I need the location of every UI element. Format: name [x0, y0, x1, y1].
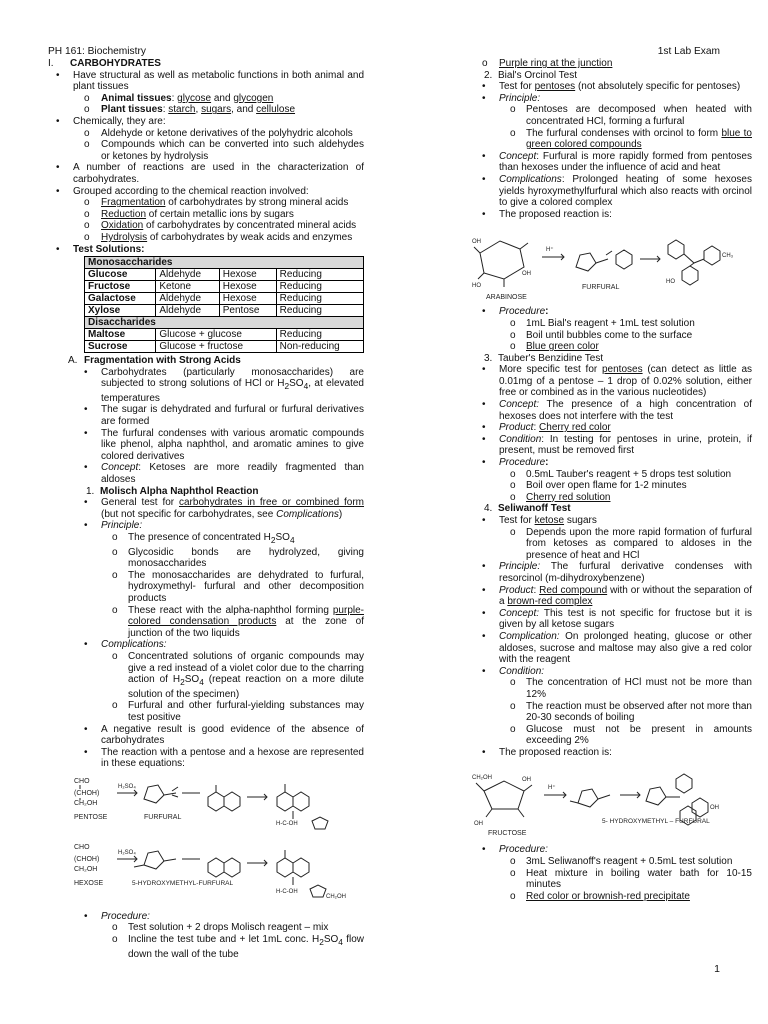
list-marker: o — [510, 723, 516, 735]
list-marker: o — [510, 856, 516, 868]
list-marker: o — [510, 677, 516, 689]
line-text: Procedure: — [499, 457, 549, 469]
list-marker: o — [112, 569, 118, 581]
list-marker: o — [112, 700, 118, 712]
line-text: Furfural and other furfural-yielding substances may test positive — [128, 700, 364, 723]
table-cell: Hexose — [219, 281, 276, 293]
text-line — [446, 81, 752, 93]
line-text: Test solution + 2 drops Molisch reagent – mix — [128, 922, 329, 934]
list-marker: o — [84, 197, 90, 209]
text-line — [446, 318, 752, 330]
text-line — [48, 911, 364, 923]
left-section-1 — [48, 58, 364, 255]
list-marker: • — [84, 746, 88, 758]
text-line — [48, 197, 364, 209]
text-line — [48, 116, 364, 128]
line-text: Cherry red solution — [526, 491, 611, 503]
text-line — [48, 428, 364, 463]
list-marker: 3. — [484, 352, 493, 364]
line-text: Plant tissues: starch, sugars, and cellulose — [101, 104, 296, 116]
text-line — [48, 747, 364, 770]
line-text: Test for ketose sugars — [499, 515, 597, 526]
text-line — [446, 209, 752, 221]
label-furfural: FURFURAL — [144, 813, 182, 821]
line-text: The proposed reaction is: — [499, 746, 612, 758]
svg-text:OH: OH — [710, 805, 719, 812]
table-row — [85, 329, 364, 341]
text-line — [48, 934, 364, 960]
text-line — [48, 520, 364, 532]
list-marker: o — [510, 491, 516, 503]
svg-text:H⁺: H⁺ — [548, 785, 556, 792]
text-line — [446, 93, 752, 105]
label-hmf-2: 5- HYDROXYMETHYL – FURFURAL — [602, 818, 710, 826]
text-line — [446, 422, 752, 434]
table-row — [85, 281, 364, 293]
text-line — [446, 868, 752, 891]
text-line — [48, 497, 364, 520]
line-text: Principle: — [499, 92, 541, 104]
left-section-2 — [48, 355, 364, 770]
line-text: Seliwanoff Test — [498, 503, 571, 515]
text-line — [48, 651, 364, 700]
list-marker: A. — [68, 355, 78, 367]
line-text: A number of reactions are used in the characterization of carbohydrates. — [73, 162, 364, 185]
text-line — [48, 186, 364, 198]
line-text: Grouped according to the chemical reaction involved: — [73, 185, 309, 197]
list-marker: • — [482, 561, 486, 573]
table-cell: Aldehyde — [156, 293, 219, 305]
line-text: Fragmentation with Strong Acids — [84, 355, 241, 367]
list-marker: • — [84, 497, 88, 509]
list-marker: • — [84, 723, 88, 735]
line-text: Principle: The furfural derivative condenses with resorcinol (m-dihydroxybenzene) — [499, 561, 752, 584]
svg-text:HO: HO — [472, 283, 481, 290]
text-line — [48, 404, 364, 427]
text-line — [446, 515, 752, 527]
list-marker: • — [56, 185, 60, 197]
list-marker: • — [482, 306, 486, 318]
text-line — [48, 139, 364, 162]
line-text: Tauber's Benzidine Test — [498, 352, 604, 364]
line-text: The monosaccharides are dehydrated to furfural, hydroxymethyl- furfural and other decomposition products — [128, 569, 364, 604]
list-marker: o — [510, 127, 516, 139]
svg-text:OH: OH — [522, 777, 531, 784]
line-text: Procedure: — [101, 910, 150, 922]
right-section-3 — [446, 844, 752, 902]
table-cell: Pentose — [219, 305, 276, 317]
label-hmf: 5-HYDROXYMETHYL-FURFURAL — [132, 879, 234, 887]
text-line — [446, 457, 752, 469]
text-line — [446, 677, 752, 700]
table-cell: Hexose — [219, 293, 276, 305]
text-line — [48, 232, 364, 244]
line-text: Incline the test tube and + let 1mL conc. $H_2SO_4$ flow down the wall of the tube — [128, 934, 365, 960]
svg-text:H-C-OH: H-C-OH — [276, 820, 298, 827]
svg-text:CHO: CHO — [74, 843, 90, 851]
text-line — [446, 364, 752, 399]
text-line — [446, 58, 752, 70]
text-line — [446, 856, 752, 868]
label-pentose: PENTOSE — [74, 813, 108, 821]
list-marker: o — [482, 58, 488, 69]
list-marker: • — [482, 457, 486, 469]
line-text: The presence of concentrated $H_2SO_4$ — [128, 532, 295, 545]
line-text: Test for pentoses (not absolutely specific for pentoses) — [499, 81, 741, 93]
list-marker: o — [510, 104, 516, 116]
molisch-reaction-figure — [72, 773, 346, 908]
line-text: Heat mixture in boiling water bath for 10-15 minutes — [526, 867, 752, 891]
table-cell: Ketone — [156, 281, 219, 293]
text-line — [446, 174, 752, 209]
table-row — [85, 305, 364, 317]
text-line — [446, 844, 752, 856]
list-marker: • — [482, 173, 486, 185]
text-line — [48, 547, 364, 570]
line-text: Complications: — [101, 639, 167, 651]
list-marker: o — [510, 700, 516, 712]
label-fructose: FRUCTOSE — [488, 830, 527, 838]
line-text: Test Solutions: — [73, 243, 145, 255]
line-text: 1mL Bial's reagent + 1mL test solution — [526, 317, 695, 329]
line-text: CARBOHYDRATES — [70, 58, 161, 69]
text-line — [446, 724, 752, 747]
line-text: Carbohydrates (particularly monosaccharides) are subjected to strong solutions of HCl or $H_2SO_4$, at elevated temperatures — [101, 366, 364, 404]
table-cell: Aldehyde — [156, 269, 219, 281]
line-text: Concept: Furfural is more rapidly formed from pentoses than hexoses under the influence of acid and heat — [499, 150, 752, 174]
table-cell: Reducing — [276, 305, 363, 317]
line-text: Procedure: — [499, 844, 548, 856]
table-row — [85, 293, 364, 305]
table-cell: Xylose — [85, 305, 156, 317]
text-line — [48, 93, 364, 105]
list-marker: o — [510, 867, 516, 879]
list-marker: • — [482, 399, 486, 411]
svg-text:CH₂OH: CH₂OH — [74, 865, 98, 873]
svg-text:H⁺: H⁺ — [546, 247, 554, 254]
text-line — [48, 104, 364, 116]
list-marker: o — [84, 127, 90, 139]
line-text: Hydrolysis of carbohydrates by weak acids and enzymes — [101, 231, 353, 243]
left-section-3 — [48, 911, 364, 960]
text-line — [48, 367, 364, 405]
line-text: Molisch Alpha Naphthol Reaction — [100, 485, 259, 497]
table-row — [85, 341, 364, 353]
header-course: PH 161: Biochemistry — [48, 46, 146, 57]
list-marker: • — [482, 208, 486, 220]
list-marker: • — [482, 422, 486, 434]
list-marker: • — [482, 81, 486, 93]
text-line — [48, 462, 364, 485]
line-text: The concentration of HCl must not be more than 12% — [526, 677, 752, 700]
right-section-2 — [446, 306, 752, 758]
line-text: Complications: Prolonged heating of some hexoses yields hyroxymethylfurfural which also reacts with orcinol to give a colored complex — [499, 173, 752, 209]
line-text: General test for carbohydrates in free or combined form (but not specific for carbohydrates, see Complications) — [101, 497, 365, 520]
table-cell: Reducing — [276, 329, 363, 341]
svg-text:OH: OH — [522, 271, 531, 278]
page-number: 1 — [714, 963, 720, 975]
line-text: Product: Red compound with or without the separation of a brown-red complex — [499, 584, 752, 608]
list-marker: o — [112, 650, 118, 662]
line-text: These react with the alpha-naphthol forming purple-colored condensation products at the zone of junction of the two liquids — [128, 604, 364, 639]
list-marker: I. — [48, 58, 54, 69]
label-hexose: HEXOSE — [74, 879, 104, 887]
text-line — [446, 353, 752, 365]
line-text: Procedure: — [499, 306, 549, 318]
list-marker: • — [84, 366, 88, 378]
text-line — [446, 631, 752, 666]
line-text: Concentrated solutions of organic compounds may give a red instead of a violet color due to the charring action of $H_2SO_4$ (repeat reaction on a more dilute solution of the specimen) — [128, 650, 364, 700]
list-marker: • — [84, 404, 88, 416]
list-marker: • — [482, 150, 486, 162]
line-text: Bial's Orcinol Test — [498, 69, 577, 81]
line-text: The furfural condenses with orcinol to form blue to green colored compounds — [526, 127, 752, 151]
list-marker: o — [112, 532, 118, 543]
text-line — [446, 70, 752, 82]
text-line — [446, 666, 752, 678]
text-line — [446, 128, 752, 151]
text-line — [446, 469, 752, 481]
line-text: Condition: — [499, 665, 545, 677]
right-section-1 — [446, 58, 752, 220]
table-cell: Sucrose — [85, 341, 156, 353]
list-marker: • — [482, 584, 486, 596]
list-marker: 2. — [484, 69, 493, 81]
text-line — [48, 639, 364, 651]
svg-text:OH: OH — [474, 821, 483, 828]
list-marker: • — [482, 92, 486, 104]
table-cell: Glucose + glucose — [156, 329, 276, 341]
list-marker: • — [482, 515, 486, 526]
text-line — [48, 70, 364, 93]
text-line — [48, 570, 364, 605]
list-marker: o — [510, 341, 516, 353]
text-line — [446, 527, 752, 562]
line-text: Blue green color — [526, 341, 599, 353]
text-line — [48, 532, 364, 547]
text-line — [446, 747, 752, 759]
text-line — [446, 701, 752, 724]
left-column — [48, 58, 364, 960]
text-line — [446, 399, 752, 422]
text-line — [48, 244, 364, 256]
list-marker: o — [112, 604, 118, 616]
list-marker: • — [482, 364, 486, 376]
line-text: Complication: On prolonged heating, glucose or other aldoses, sucrose and maltose may also give a red color with the reagent — [499, 630, 752, 666]
list-marker: o — [510, 329, 516, 341]
table-group-name: Disaccharides — [85, 317, 364, 329]
text-line — [446, 492, 752, 504]
table-cell: Hexose — [219, 269, 276, 281]
line-text: Have structural as well as metabolic functions in both animal and plant tissues — [73, 69, 364, 93]
table-cell: Glucose — [85, 269, 156, 281]
text-line — [48, 355, 364, 367]
line-text: A negative result is good evidence of the absence of carbohydrates — [101, 723, 364, 747]
table-cell: Non-reducing — [276, 341, 363, 353]
list-marker: • — [84, 639, 88, 651]
line-text: Pentoses are decomposed when heated with concentrated HCl, forming a furfural — [526, 104, 752, 127]
text-line — [48, 209, 364, 221]
text-line — [446, 104, 752, 127]
line-text: Glycosidic bonds are hydrolyzed, giving monosaccharides — [128, 546, 364, 570]
list-marker: • — [482, 630, 486, 642]
line-text: Product: Cherry red color — [499, 422, 611, 434]
list-marker: o — [84, 208, 90, 220]
text-line — [446, 434, 752, 457]
line-text: Principle: — [101, 520, 143, 532]
text-line — [446, 480, 752, 492]
svg-text:H-C-OH: H-C-OH — [276, 888, 298, 895]
line-text: Compounds which can be converted into such aldehydes or ketones by hydrolysis — [101, 139, 364, 162]
text-line — [48, 922, 364, 934]
line-text: 0.5mL Tauber's reagent + 5 drops test solution — [526, 468, 732, 480]
list-marker: • — [84, 427, 88, 439]
text-line — [446, 503, 752, 515]
table-cell: Aldehyde — [156, 305, 219, 317]
list-marker: • — [84, 462, 88, 474]
text-line — [48, 724, 364, 747]
line-text: Boil until bubbles come to the surface — [526, 329, 693, 341]
list-marker: • — [482, 844, 486, 856]
line-text: Condition: In testing for pentoses in urine, protein, if present, must be removed first — [499, 433, 752, 457]
table-cell: Reducing — [276, 269, 363, 281]
list-marker: • — [84, 520, 88, 532]
text-line — [48, 162, 364, 185]
list-marker: • — [56, 162, 60, 174]
list-marker: o — [84, 92, 90, 104]
table-group-row — [85, 317, 364, 329]
line-text: Oxidation of carbohydrates by concentrated mineral acids — [101, 220, 357, 232]
list-marker: • — [56, 115, 60, 127]
list-marker: o — [84, 104, 90, 116]
line-text: Animal tissues: glycose and glycogen — [101, 92, 274, 104]
list-marker: • — [56, 243, 60, 255]
list-marker: • — [84, 910, 88, 922]
line-text: More specific test for pentoses (can detect as little as 0.01mg of a pentose – 1 drop of 0.02% solution, either free or combined as in the various nucleotides) — [499, 364, 753, 399]
text-line — [48, 605, 364, 640]
list-marker: 4. — [484, 503, 493, 515]
list-marker: o — [112, 546, 118, 558]
table-group-row — [85, 257, 364, 269]
table-cell: Glucose + fructose — [156, 341, 276, 353]
list-marker: o — [84, 139, 90, 151]
text-line — [48, 128, 364, 140]
table-row — [85, 269, 364, 281]
svg-text:HO: HO — [666, 279, 675, 286]
right-column — [446, 58, 752, 902]
list-marker: o — [510, 890, 516, 902]
line-text: Reduction of certain metallic ions by sugars — [101, 208, 294, 220]
svg-text:H₂SO₄: H₂SO₄ — [118, 783, 136, 790]
table-cell: Reducing — [276, 293, 363, 305]
text-line — [446, 330, 752, 342]
line-text: Purple ring at the junction — [499, 58, 613, 69]
line-text: 3mL Seliwanoff's reagent + 0.5mL test solution — [526, 856, 733, 868]
line-text: Red color or brownish-red precipitate — [526, 890, 690, 902]
svg-text:(CHOH): (CHOH) — [74, 789, 100, 797]
text-line — [48, 58, 364, 70]
text-line — [48, 486, 364, 498]
svg-text:(CHOH): (CHOH) — [74, 855, 100, 863]
text-line — [446, 341, 752, 353]
list-marker: o — [112, 934, 118, 946]
text-line — [446, 561, 752, 584]
list-marker: o — [84, 231, 90, 243]
text-line — [48, 220, 364, 232]
svg-text:CH₃: CH₃ — [722, 253, 734, 260]
list-marker: 1. — [86, 485, 95, 497]
table-cell: Galactose — [85, 293, 156, 305]
svg-text:CH₂OH: CH₂OH — [326, 893, 346, 900]
list-marker: o — [510, 480, 516, 492]
line-text: Concept: This test is not specific for fructose but it is given by all ketose sugars — [499, 607, 752, 631]
header-exam: 1st Lab Exam — [657, 46, 720, 57]
list-marker: o — [510, 526, 516, 538]
svg-text:CH₂OH: CH₂OH — [472, 775, 492, 782]
line-text: The reaction with a pentose and a hexose are represented in these equations: — [101, 746, 364, 770]
line-text: Aldehyde or ketone derivatives of the polyhydric alcohols — [101, 127, 353, 139]
line-text: The reaction must be observed after not more than 20-30 seconds of boiling — [526, 700, 752, 724]
list-marker: • — [56, 69, 60, 81]
list-marker: o — [112, 922, 118, 934]
line-text: Chemically, they are: — [73, 115, 166, 127]
list-marker: o — [84, 220, 90, 232]
svg-text:H₂SO₄: H₂SO₄ — [118, 849, 136, 856]
text-line — [446, 608, 752, 631]
text-line — [446, 306, 752, 318]
line-text: Fragmentation of carbohydrates by strong mineral acids — [101, 197, 349, 209]
line-text: The sugar is dehydrated and furfural or furfural derivatives are formed — [101, 404, 364, 428]
line-text: Glucose must not be present in amounts exceeding 2% — [526, 723, 752, 747]
bial-reaction-figure — [470, 223, 750, 303]
svg-text:CHO: CHO — [74, 777, 90, 785]
line-text: Concept: Ketoses are more readily fragmented than aldoses — [101, 462, 364, 486]
list-marker: • — [482, 746, 486, 758]
seliwanoff-reaction-figure — [470, 761, 750, 841]
list-marker: • — [482, 433, 486, 445]
list-marker: o — [510, 317, 516, 329]
text-line — [446, 151, 752, 174]
list-marker: • — [482, 665, 486, 677]
line-text: The proposed reaction is: — [499, 208, 612, 220]
label-furfural-2: FURFURAL — [582, 284, 620, 292]
table-group-name: Monosaccharides — [85, 257, 364, 269]
text-line — [48, 700, 364, 723]
label-arabinose: ARABINOSE — [486, 294, 527, 302]
table-cell: Maltose — [85, 329, 156, 341]
line-text: Concept: The presence of a high concentration of hexoses does not interfere with the test — [499, 399, 752, 422]
svg-text:CH₂OH: CH₂OH — [74, 799, 98, 807]
list-marker: • — [482, 607, 486, 619]
text-line — [446, 585, 752, 608]
table-cell: Reducing — [276, 281, 363, 293]
svg-text:OH: OH — [472, 239, 481, 246]
line-text: The furfural condenses with various aromatic compounds like phenol, alpha naphthol, and aromatic amines to give colored derivatives — [101, 427, 364, 462]
test-solutions-table — [84, 256, 364, 353]
text-line — [446, 891, 752, 903]
table-cell: Fructose — [85, 281, 156, 293]
line-text: Depends upon the more rapid formation of furfural from ketoses as compared to aldoses in the presence of heat and HCl — [526, 526, 752, 561]
list-marker: o — [510, 468, 516, 480]
line-text: Boil over open flame for 1-2 minutes — [526, 480, 687, 492]
